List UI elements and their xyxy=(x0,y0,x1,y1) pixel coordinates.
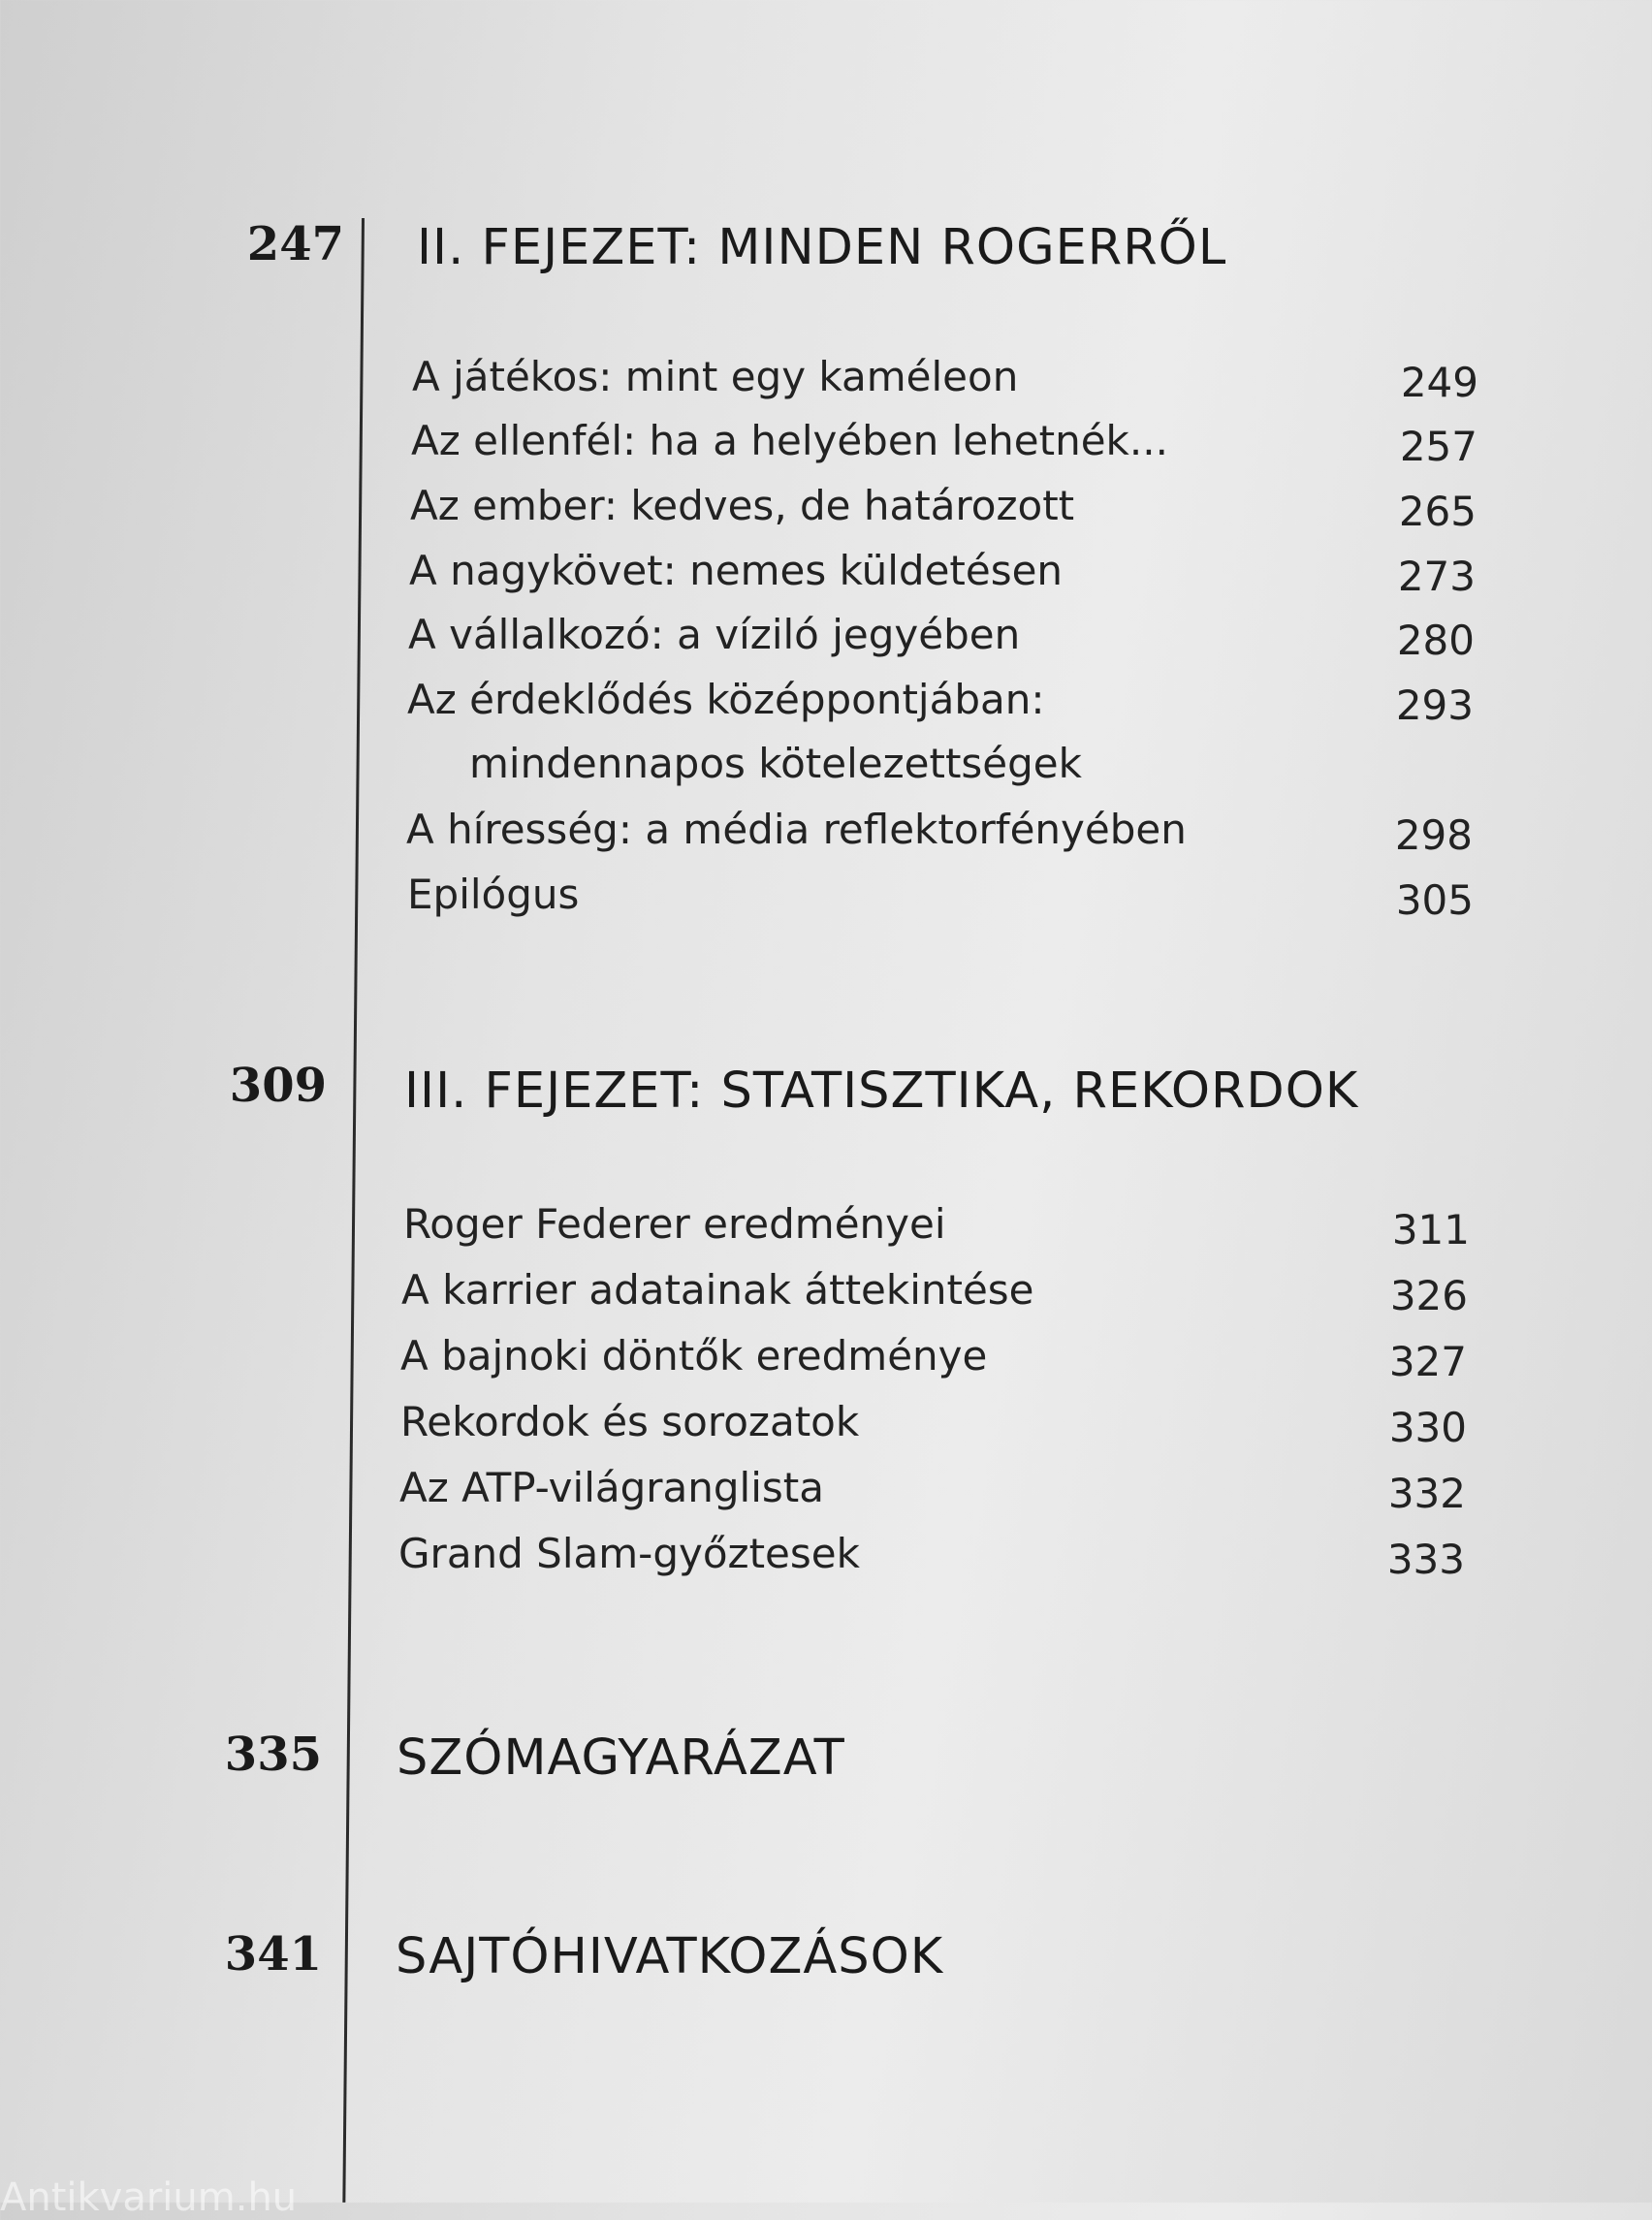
toc-entry-page: 280 xyxy=(1396,617,1475,664)
toc-entry-page: 311 xyxy=(1391,1206,1470,1253)
chapter-title[interactable]: III. FEJEZET: STATISZTIKA, REKORDOK xyxy=(404,1062,1359,1120)
toc-entry-page: 327 xyxy=(1388,1338,1467,1385)
toc-entry-page: 332 xyxy=(1387,1470,1466,1517)
toc-entry-page: 333 xyxy=(1386,1536,1465,1583)
toc-entry-title: A karrier adatainak áttekintése xyxy=(401,1266,1034,1314)
toc-entry[interactable] xyxy=(400,1332,1467,1392)
toc-entry-title: A nagykövet: nemes küldetésen xyxy=(409,547,1064,594)
toc-entry-page: 298 xyxy=(1394,811,1473,859)
toc-entry-page: 305 xyxy=(1395,876,1474,924)
toc-entry-page: 257 xyxy=(1399,423,1477,470)
toc-entry-title: Roger Federer eredményei xyxy=(403,1200,946,1248)
chapter-page-number: 247 xyxy=(246,217,344,271)
toc-entry-title: A játékos: mint egy kaméleon xyxy=(412,353,1019,400)
toc-entry-title: Epilógus xyxy=(407,871,580,918)
toc-entry-title: Az ATP-világranglista xyxy=(399,1464,824,1511)
chapter-page-number: 309 xyxy=(229,1059,327,1113)
vertical-rule xyxy=(342,218,365,2203)
toc-entry-title: A híresség: a média reflektorfényében xyxy=(406,806,1187,853)
toc-entry-page: 326 xyxy=(1389,1272,1468,1319)
toc-entry-title: Rekordok és sorozatok xyxy=(400,1398,860,1445)
toc-entry-continuation: mindennapos kötelezettségek xyxy=(469,740,1082,787)
toc-entry[interactable] xyxy=(408,611,1475,671)
toc-entry-page: 293 xyxy=(1395,682,1474,729)
toc-entry[interactable] xyxy=(403,1200,1470,1260)
chapter-page-number: 341 xyxy=(224,1927,322,1982)
toc-entry[interactable] xyxy=(407,871,1474,931)
chapter-title[interactable]: SAJTÓHIVATKOZÁSOK xyxy=(396,1928,944,1985)
chapter-page-number: 335 xyxy=(224,1728,322,1782)
toc-entry-title: Az ember: kedves, de határozott xyxy=(410,482,1075,529)
toc-entry-title: A bajnoki döntők eredménye xyxy=(400,1332,988,1380)
watermark: Antikvarium.hu xyxy=(0,2175,298,2220)
toc-entry-page: 330 xyxy=(1388,1404,1467,1451)
toc-entry[interactable] xyxy=(407,676,1474,787)
chapter-title[interactable]: II. FEJEZET: MINDEN ROGERRŐL xyxy=(417,219,1227,276)
toc-entry[interactable] xyxy=(401,1266,1468,1326)
toc-entry-title: Az érdeklődés középpontjában: xyxy=(407,676,1045,723)
toc-entry[interactable] xyxy=(411,417,1477,477)
toc-entry[interactable] xyxy=(412,353,1478,413)
chapter-title[interactable]: SZÓMAGYARÁZAT xyxy=(397,1729,845,1787)
toc-entry-title: A vállalkozó: a víziló jegyében xyxy=(408,611,1021,658)
toc-entry[interactable] xyxy=(400,1398,1467,1458)
toc-entry[interactable] xyxy=(398,1530,1465,1590)
toc-entry[interactable] xyxy=(406,806,1473,866)
toc-entry[interactable] xyxy=(399,1464,1466,1524)
toc-entry[interactable] xyxy=(410,482,1477,542)
toc-entry-page: 249 xyxy=(1400,359,1478,406)
toc-entry-title: Az ellenfél: ha a helyében lehetnék... xyxy=(411,417,1168,464)
toc-entry[interactable] xyxy=(409,547,1476,607)
toc-entry-page: 273 xyxy=(1397,553,1476,600)
toc-entry-title: Grand Slam-győztesek xyxy=(398,1530,860,1577)
toc-entry-page: 265 xyxy=(1398,488,1477,535)
